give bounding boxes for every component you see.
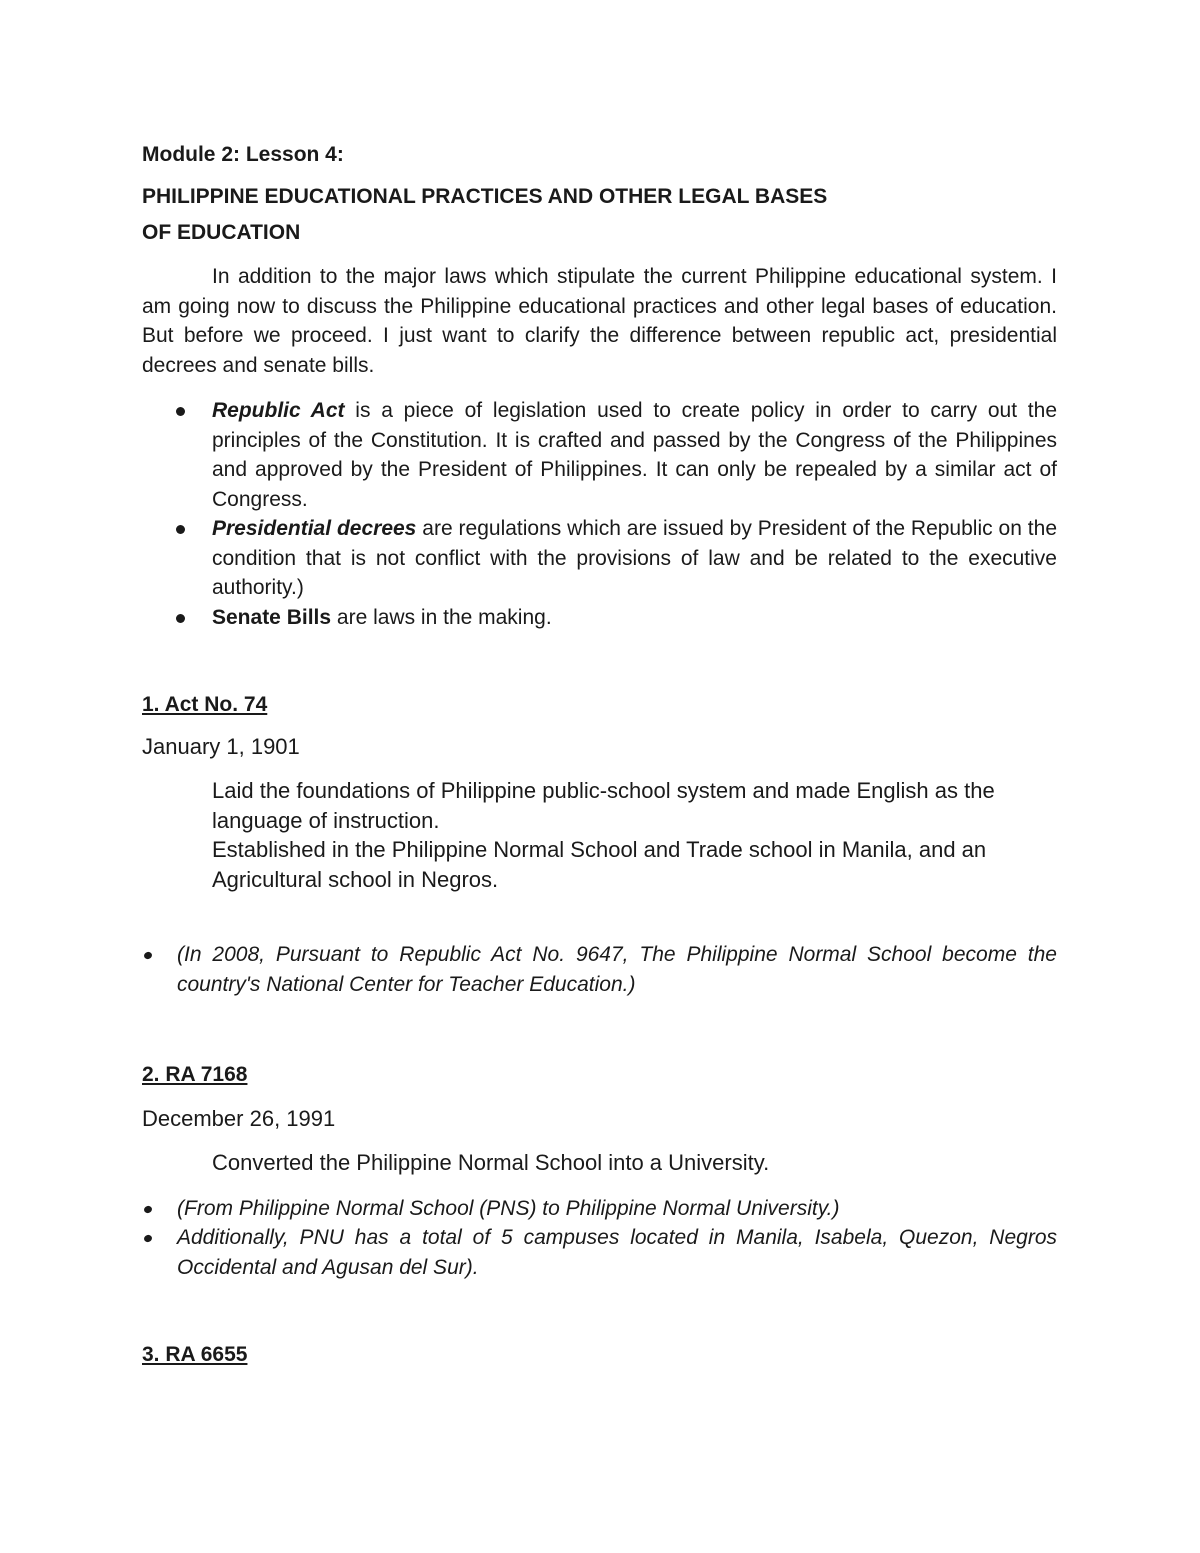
section-ra-7168	[142, 1060, 1057, 1282]
definition-text: are laws in the making.	[331, 605, 552, 629]
note-text: (From Philippine Normal School (PNS) to Philippine Normal University.)	[177, 1196, 840, 1220]
section-text: Established in the Philippine Normal School and Trade school in Manila, and an Agricultural school in Negros.	[212, 837, 987, 892]
bullet-icon	[143, 951, 153, 960]
note-item	[142, 1194, 1057, 1224]
intro-paragraph: In addition to the major laws which stipulate the current Philippine educational system. I am going now to discuss the Philippine educational practices and other legal bases of education. But before we proceed. I just want to clarify the difference between republic act, presidential decrees and senate bills.	[142, 265, 1057, 377]
definition-item-presidential-decrees	[142, 514, 1057, 603]
definition-term: Presidential decrees	[212, 517, 417, 540]
bullet-icon	[143, 1204, 153, 1213]
section-heading: 3. RA 6655	[142, 1343, 248, 1366]
bullet-icon	[176, 407, 185, 416]
lesson-title-line-1: PHILIPPINE EDUCATIONAL PRACTICES AND OTHER LEGAL BASES	[142, 185, 828, 208]
definition-term: Republic Act	[212, 399, 345, 422]
definition-item-senate-bills	[142, 603, 1057, 633]
definition-text: is a piece of legislation used to create policy in order to carry out the principles of the Constitution. It is crafted and passed by the Congress of the Philippines and approved by the President of Philippines. It can only be repealed by a similar act of Congress.	[212, 399, 1058, 511]
definition-text: are regulations which are issued by President of the Republic on the condition that is not conflict with the provisions of law and be related to the executive authority.)	[212, 517, 1057, 599]
section-date: January 1, 1901	[142, 734, 300, 759]
section-text: Laid the foundations of Philippine public-school system and made English as the language of instruction.	[212, 778, 995, 833]
section-notes	[142, 940, 1057, 999]
definitions-list	[142, 396, 1057, 632]
section-act-no-74	[142, 690, 1057, 999]
lesson-title-line-2: OF EDUCATION	[142, 221, 301, 244]
definition-item-republic-act	[142, 396, 1057, 514]
definition-term: Senate Bills	[212, 605, 332, 629]
bullet-icon	[143, 1234, 153, 1243]
module-lesson-label: Module 2: Lesson 4:	[142, 143, 344, 166]
note-item	[142, 1223, 1057, 1282]
note-text: (In 2008, Pursuant to Republic Act No. 9647, The Philippine Normal School become the country's National Center for Teacher Education.)	[177, 943, 1057, 996]
note-item	[142, 940, 1057, 999]
section-heading: 2. RA 7168	[142, 1063, 248, 1086]
section-text: Converted the Philippine Normal School into a University.	[212, 1150, 770, 1175]
section-heading: 1. Act No. 74	[142, 693, 268, 716]
bullet-icon	[176, 525, 185, 534]
bullet-icon	[176, 614, 185, 623]
section-notes	[142, 1194, 1057, 1283]
document-page	[142, 140, 1057, 1370]
note-text: Additionally, PNU has a total of 5 campuses located in Manila, Isabela, Quezon, Negros Occidental and Agusan del Sur).	[177, 1226, 1057, 1279]
section-date: December 26, 1991	[142, 1106, 336, 1131]
section-ra-6655	[142, 1340, 1057, 1370]
